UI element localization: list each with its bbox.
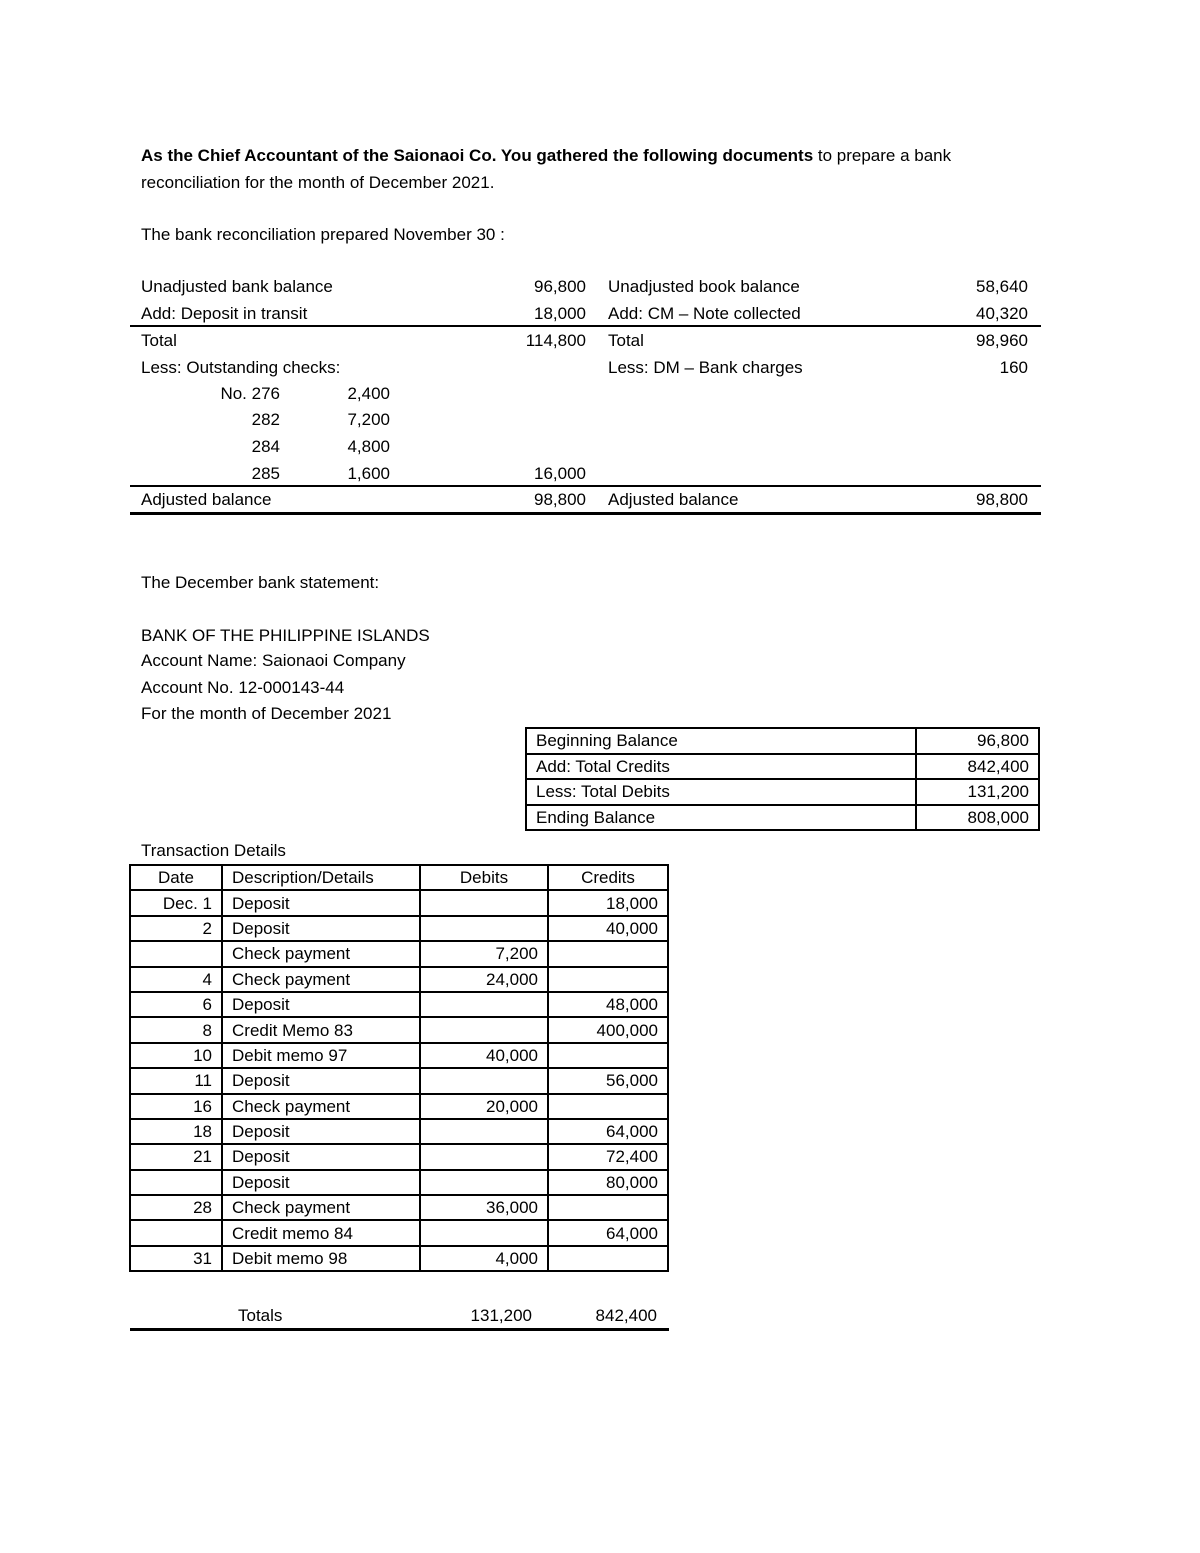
- summary-row: [526, 754, 1039, 780]
- description-cell: Deposit: [222, 1170, 420, 1195]
- book-label: Less: DM – Bank charges: [608, 358, 803, 377]
- check-amount: 7,200: [347, 410, 390, 429]
- credits-cell: [548, 1043, 668, 1068]
- credits-cell: [548, 1246, 668, 1271]
- adjusted-book-amount: 98,800: [976, 490, 1028, 509]
- bank-amount: 114,800: [525, 331, 586, 350]
- debits-cell: 24,000: [420, 967, 548, 992]
- description-cell: Check payment: [222, 1195, 420, 1220]
- check-no: 284: [251, 437, 280, 456]
- debits-cell: 36,000: [420, 1195, 548, 1220]
- header-description: Description/Details: [222, 865, 420, 890]
- summary-label: Ending Balance: [526, 805, 916, 831]
- book-amount: 160: [999, 358, 1028, 377]
- table-row: [130, 992, 668, 1017]
- date-cell: 2: [130, 916, 222, 941]
- check-amount: 4,800: [347, 437, 390, 456]
- check-amount: 1,600: [347, 464, 390, 483]
- date-cell: [130, 941, 222, 966]
- date-cell: 31: [130, 1246, 222, 1271]
- credits-cell: [548, 941, 668, 966]
- description-cell: Check payment: [222, 941, 420, 966]
- credits-cell: 56,000: [548, 1068, 668, 1093]
- date-cell: 21: [130, 1144, 222, 1169]
- debits-cell: [420, 1144, 548, 1169]
- bank-amount: 18,000: [534, 304, 586, 323]
- table-row: [130, 1170, 668, 1195]
- summary-amount: 808,000: [916, 805, 1039, 831]
- bank-label: Unadjusted bank balance: [141, 277, 333, 296]
- summary-row: [526, 728, 1039, 754]
- account-no: Account No. 12-000143-44: [141, 678, 345, 697]
- date-cell: 8: [130, 1017, 222, 1042]
- header-row: [130, 865, 668, 890]
- credits-cell: 64,000: [548, 1119, 668, 1144]
- summary-amount: 842,400: [916, 754, 1039, 780]
- debits-cell: [420, 1220, 548, 1245]
- debits-cell: 40,000: [420, 1043, 548, 1068]
- description-cell: Check payment: [222, 1094, 420, 1119]
- bank-label: Less: Outstanding checks:: [141, 358, 341, 377]
- table-row: [130, 941, 668, 966]
- totals-credits: 842,400: [595, 1306, 657, 1325]
- bank-name: BANK OF THE PHILIPPINE ISLANDS: [141, 626, 430, 645]
- book-amount: 40,320: [976, 304, 1028, 323]
- table-row: [130, 890, 668, 915]
- date-cell: 16: [130, 1094, 222, 1119]
- date-cell: [130, 1220, 222, 1245]
- description-cell: Credit Memo 83: [222, 1017, 420, 1042]
- date-cell: 18: [130, 1119, 222, 1144]
- divider: [130, 485, 1041, 487]
- debits-cell: [420, 1017, 548, 1042]
- book-label: Total: [608, 331, 644, 350]
- debits-cell: [420, 1170, 548, 1195]
- credits-cell: 400,000: [548, 1017, 668, 1042]
- divider: [130, 512, 1041, 515]
- table-row: [130, 1144, 668, 1169]
- table-row: [130, 1195, 668, 1220]
- table-row: [130, 1220, 668, 1245]
- credits-cell: 40,000: [548, 916, 668, 941]
- summary-label: Add: Total Credits: [526, 754, 916, 780]
- description-cell: Deposit: [222, 916, 420, 941]
- date-cell: 10: [130, 1043, 222, 1068]
- adjusted-bank-amount: 98,800: [534, 490, 586, 509]
- date-cell: [130, 1170, 222, 1195]
- debits-cell: 7,200: [420, 941, 548, 966]
- adjusted-label-bank: Adjusted balance: [141, 490, 272, 509]
- bank-label: Total: [141, 331, 177, 350]
- intro-line-2: reconciliation for the month of December 2021.: [141, 173, 495, 192]
- check-no: 282: [251, 410, 280, 429]
- header-date: Date: [130, 865, 222, 890]
- check-no: 285: [251, 464, 280, 483]
- description-cell: Debit memo 97: [222, 1043, 420, 1068]
- header-credits: Credits: [548, 865, 668, 890]
- intro-line-1: [141, 146, 951, 166]
- summary-amount: 131,200: [916, 779, 1039, 805]
- description-cell: Deposit: [222, 1144, 420, 1169]
- recon-title: The bank reconciliation prepared November 30 :: [141, 225, 505, 244]
- date-cell: 28: [130, 1195, 222, 1220]
- description-cell: Debit memo 98: [222, 1246, 420, 1271]
- table-row: [130, 1017, 668, 1042]
- totals-debits: 131,200: [470, 1306, 532, 1325]
- credits-cell: [548, 1195, 668, 1220]
- debits-cell: [420, 890, 548, 915]
- table-row: [130, 1119, 668, 1144]
- debits-cell: [420, 1119, 548, 1144]
- book-label: Unadjusted book balance: [608, 277, 800, 296]
- statement-title: The December bank statement:: [141, 573, 380, 592]
- table-row: [130, 1246, 668, 1271]
- adjusted-label-book: Adjusted balance: [608, 490, 739, 509]
- bank-amount: 96,800: [534, 277, 586, 296]
- debits-cell: 20,000: [420, 1094, 548, 1119]
- check-amount: 2,400: [347, 384, 390, 403]
- table-row: [130, 1094, 668, 1119]
- credits-cell: [548, 967, 668, 992]
- description-cell: Credit memo 84: [222, 1220, 420, 1245]
- date-cell: 6: [130, 992, 222, 1017]
- description-cell: Deposit: [222, 890, 420, 915]
- intro-bold: As the Chief Accountant of the Saionaoi Co. You gathered the following documents: [141, 146, 814, 165]
- table-row: [130, 1043, 668, 1068]
- statement-period: For the month of December 2021: [141, 704, 392, 723]
- credits-cell: [548, 1094, 668, 1119]
- summary-row: [526, 805, 1039, 831]
- debits-cell: [420, 916, 548, 941]
- divider: [130, 325, 1041, 327]
- summary-row: [526, 779, 1039, 805]
- book-amount: 98,960: [976, 331, 1028, 350]
- date-cell: Dec. 1: [130, 890, 222, 915]
- description-cell: Deposit: [222, 1068, 420, 1093]
- summary-label: Less: Total Debits: [526, 779, 916, 805]
- table-row: [130, 916, 668, 941]
- summary-amount: 96,800: [916, 728, 1039, 754]
- credits-cell: 64,000: [548, 1220, 668, 1245]
- transactions-table: [129, 864, 669, 1272]
- description-cell: Deposit: [222, 992, 420, 1017]
- description-cell: Deposit: [222, 1119, 420, 1144]
- debits-cell: [420, 1068, 548, 1093]
- bank-label: Add: Deposit in transit: [141, 304, 308, 323]
- debits-cell: [420, 992, 548, 1017]
- book-label: Add: CM – Note collected: [608, 304, 801, 323]
- table-row: [130, 967, 668, 992]
- book-amount: 58,640: [976, 277, 1028, 296]
- debits-cell: 4,000: [420, 1246, 548, 1271]
- credits-cell: 80,000: [548, 1170, 668, 1195]
- description-cell: Check payment: [222, 967, 420, 992]
- transactions-title: Transaction Details: [141, 841, 286, 860]
- check-no: No. 276: [220, 384, 280, 403]
- credits-cell: 18,000: [548, 890, 668, 915]
- statement-summary-table: [525, 727, 1040, 831]
- header-debits: Debits: [420, 865, 548, 890]
- summary-label: Beginning Balance: [526, 728, 916, 754]
- date-cell: 4: [130, 967, 222, 992]
- credits-cell: 72,400: [548, 1144, 668, 1169]
- account-name: Account Name: Saionaoi Company: [141, 651, 406, 670]
- totals-underline: [130, 1328, 669, 1331]
- checks-total: 16,000: [534, 464, 586, 483]
- date-cell: 11: [130, 1068, 222, 1093]
- credits-cell: 48,000: [548, 992, 668, 1017]
- intro-rest: to prepare a bank: [813, 146, 952, 165]
- table-row: [130, 1068, 668, 1093]
- totals-label: Totals: [238, 1306, 283, 1325]
